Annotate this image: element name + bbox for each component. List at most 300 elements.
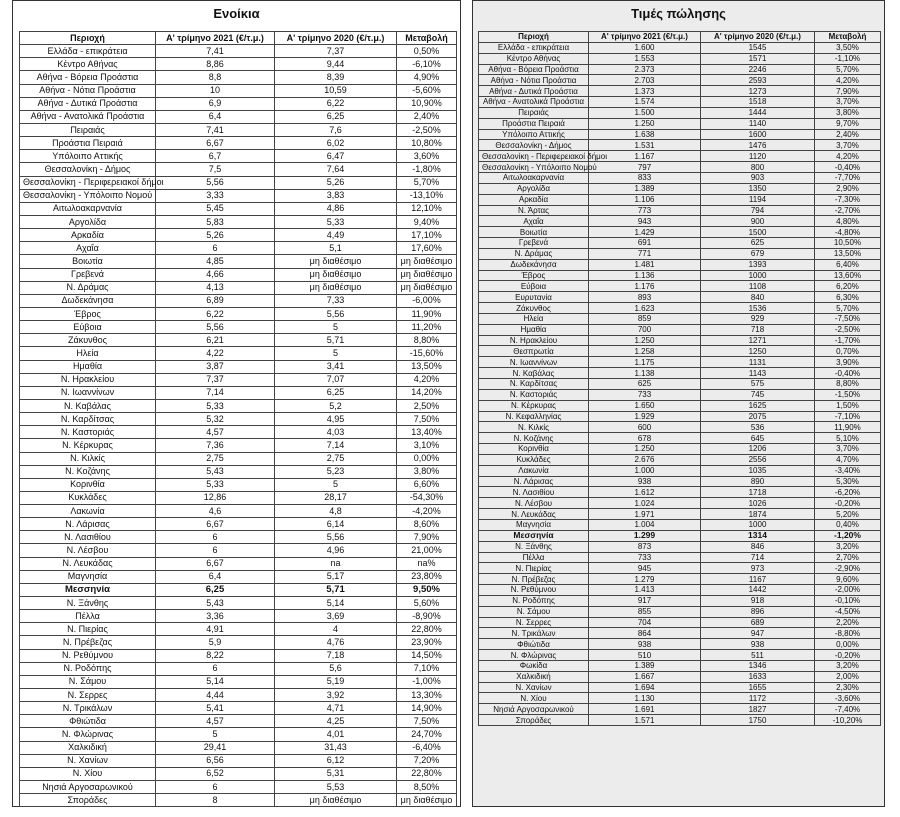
rent-title: Ενοίκια <box>213 6 260 21</box>
rent-table-row <box>20 347 457 360</box>
sale-table-row <box>479 194 881 205</box>
sale-cell-q1-2021: 1.612 <box>589 487 701 498</box>
sale-cell-area: Ν. Ιωαννίνων <box>479 357 589 368</box>
sale-cell-change: -2,90% <box>815 563 881 574</box>
rent-cell-q1-2021: 5,41 <box>156 702 275 715</box>
sale-cell-area: Λακωνία <box>479 465 589 476</box>
rent-cell-change: -6,10% <box>397 58 457 71</box>
sale-cell-change: 8,80% <box>815 379 881 390</box>
rent-cell-change: 14,90% <box>397 702 457 715</box>
sale-cell-q1-2021: 1.138 <box>589 368 701 379</box>
rent-cell-q1-2021: 6,67 <box>156 137 275 150</box>
sale-cell-q1-2021: 2.373 <box>589 64 701 75</box>
sale-cell-change: 4,20% <box>815 75 881 86</box>
rent-table-row <box>20 715 457 728</box>
rent-table-row <box>20 163 457 176</box>
sale-cell-q1-2020: 1633 <box>701 671 815 682</box>
sale-cell-change: 0,70% <box>815 346 881 357</box>
rent-cell-q1-2021: 7,5 <box>156 163 275 176</box>
sale-table-row <box>479 639 881 650</box>
rent-cell-q1-2021: 6 <box>156 242 275 255</box>
rent-cell-q1-2021: 6 <box>156 781 275 794</box>
sale-cell-area: Ν. Λάρισας <box>479 476 589 487</box>
sale-cell-q1-2020: 1271 <box>701 335 815 346</box>
sale-cell-change: 7,90% <box>815 86 881 97</box>
rent-cell-change: 17,60% <box>397 242 457 255</box>
rent-table-row <box>20 97 457 110</box>
sale-cell-q1-2020: 890 <box>701 476 815 487</box>
rent-cell-q1-2020: 7,37 <box>275 45 397 58</box>
rent-cell-area: Μαγνησία <box>20 570 156 583</box>
sale-table-row <box>479 248 881 259</box>
sale-cell-q1-2021: 1.373 <box>589 86 701 97</box>
rent-cell-q1-2020: 3,41 <box>275 360 397 373</box>
rent-cell-q1-2020: 4,03 <box>275 426 397 439</box>
sale-cell-q1-2021: 1.167 <box>589 151 701 162</box>
sale-cell-area: Ευρυτανία <box>479 292 589 303</box>
sale-table-row <box>479 313 881 324</box>
sale-cell-area: Δωδεκάνησα <box>479 259 589 270</box>
sale-cell-q1-2021: 1.389 <box>589 660 701 671</box>
sale-table-row <box>479 292 881 303</box>
rent-cell-change: 8,60% <box>397 518 457 531</box>
rent-cell-q1-2020: 5 <box>275 321 397 334</box>
sale-cell-area: Θεσσαλονίκη - Δήμος <box>479 140 589 151</box>
sale-cell-q1-2021: 773 <box>589 205 701 216</box>
sale-cell-q1-2020: 1500 <box>701 227 815 238</box>
sale-cell-q1-2021: 1.929 <box>589 411 701 422</box>
rent-cell-area: Γρεβενά <box>20 268 156 281</box>
sale-table-row <box>479 216 881 227</box>
rent-cell-area: Ν. Φλώρινας <box>20 728 156 741</box>
rent-header-q1-2021: Α' τρίμηνο 2021 (€/τ.μ.) <box>156 32 275 45</box>
sale-cell-q1-2021: 1.623 <box>589 303 701 314</box>
sale-table-row <box>479 129 881 140</box>
sale-table-row <box>479 368 881 379</box>
rent-table-row <box>20 58 457 71</box>
sale-cell-area: Κορινθία <box>479 444 589 455</box>
sale-table-row <box>479 628 881 639</box>
sale-cell-area: Θεσπρωτία <box>479 346 589 357</box>
sale-cell-area: Φθιώτιδα <box>479 639 589 650</box>
sale-cell-area: Ηλεία <box>479 313 589 324</box>
rent-cell-change: -5,60% <box>397 84 457 97</box>
rent-cell-q1-2021: 6,9 <box>156 97 275 110</box>
rent-cell-change: 17,10% <box>397 229 457 242</box>
rent-cell-area: Σποράδες <box>20 794 156 807</box>
sale-cell-q1-2021: 1.531 <box>589 140 701 151</box>
rent-cell-area: Κορινθία <box>20 478 156 491</box>
rent-cell-area: Θεσσαλονίκη - Υπόλοιπο Νομού <box>20 189 156 202</box>
sale-cell-q1-2020: 947 <box>701 628 815 639</box>
rent-table-row <box>20 570 457 583</box>
sale-header-q1-2021: Α' τρίμηνο 2021 (€/τ.μ.) <box>589 32 701 43</box>
sale-table-row <box>479 324 881 335</box>
rent-cell-q1-2020: 4,8 <box>275 505 397 518</box>
sale-cell-q1-2021: 893 <box>589 292 701 303</box>
sale-table-row <box>479 465 881 476</box>
rent-cell-q1-2020: 5,1 <box>275 242 397 255</box>
sale-table-row <box>479 574 881 585</box>
sale-cell-change: 4,20% <box>815 151 881 162</box>
rent-cell-q1-2021: 6,25 <box>156 583 275 596</box>
sale-cell-q1-2020: 689 <box>701 617 815 628</box>
rent-cell-area: Ν. Σάμου <box>20 675 156 688</box>
sale-cell-q1-2020: 745 <box>701 389 815 400</box>
sale-table-row <box>479 411 881 422</box>
rent-cell-area: Υπόλοιπο Αττικής <box>20 150 156 163</box>
sale-cell-q1-2021: 510 <box>589 650 701 661</box>
sale-cell-change: -7,30% <box>815 194 881 205</box>
rent-cell-change: 7,90% <box>397 531 457 544</box>
sale-cell-change: -10,20% <box>815 715 881 726</box>
sale-cell-q1-2020: 1273 <box>701 86 815 97</box>
sale-table-row <box>479 715 881 726</box>
sale-cell-change: -7,40% <box>815 704 881 715</box>
sale-cell-q1-2020: 1172 <box>701 693 815 704</box>
rent-cell-area: Ν. Πιερίας <box>20 623 156 636</box>
sale-table-row <box>479 151 881 162</box>
rent-table-row <box>20 281 457 294</box>
sale-cell-q1-2021: 1.000 <box>589 465 701 476</box>
sale-cell-q1-2021: 1.299 <box>589 530 701 541</box>
rent-cell-area: Ν. Κοζάνης <box>20 465 156 478</box>
sale-cell-q1-2020: 1718 <box>701 487 815 498</box>
rent-cell-change: 10,80% <box>397 137 457 150</box>
sale-cell-change: -2,00% <box>815 585 881 596</box>
sale-cell-area: Ν. Ηρακλείου <box>479 335 589 346</box>
rent-cell-q1-2020: 5,71 <box>275 583 397 596</box>
rent-cell-change: 21,00% <box>397 544 457 557</box>
rent-cell-area: Ηλεία <box>20 347 156 360</box>
rent-table-row <box>20 597 457 610</box>
rent-table-row <box>20 268 457 281</box>
rent-cell-q1-2020: 3,83 <box>275 189 397 202</box>
rent-cell-area: Βοιωτία <box>20 255 156 268</box>
sale-cell-area: Γρεβενά <box>479 238 589 249</box>
sale-table-row <box>479 42 881 53</box>
sale-cell-change: 9,70% <box>815 118 881 129</box>
sale-cell-q1-2021: 733 <box>589 389 701 400</box>
rent-cell-change: -1,80% <box>397 163 457 176</box>
sale-cell-q1-2020: 1131 <box>701 357 815 368</box>
rent-table-row <box>20 84 457 97</box>
sale-cell-change: 3,70% <box>815 140 881 151</box>
sale-cell-q1-2021: 1.481 <box>589 259 701 270</box>
sale-cell-change: 2,20% <box>815 617 881 628</box>
rent-cell-q1-2020: 7,33 <box>275 294 397 307</box>
rent-cell-area: Ν. Δράμας <box>20 281 156 294</box>
sale-cell-area: Νησιά Αργοσαρωνικού <box>479 704 589 715</box>
sale-cell-area: Ν. Κέρκυρας <box>479 400 589 411</box>
sale-table-row <box>479 140 881 151</box>
sale-cell-q1-2020: 1108 <box>701 281 815 292</box>
rent-table-row <box>20 728 457 741</box>
sale-cell-q1-2021: 1.429 <box>589 227 701 238</box>
sale-cell-area: Αθήνα - Βόρεια Προάστια <box>479 64 589 75</box>
sale-cell-q1-2020: 1655 <box>701 682 815 693</box>
sale-cell-area: Ν. Χανίων <box>479 682 589 693</box>
rent-table-row <box>20 399 457 412</box>
rent-cell-change: 8,80% <box>397 334 457 347</box>
sale-cell-q1-2020: 1545 <box>701 42 815 53</box>
sale-cell-change: 6,40% <box>815 259 881 270</box>
sale-cell-area: Ημαθία <box>479 324 589 335</box>
sale-cell-change: -0,20% <box>815 498 881 509</box>
rent-table-row <box>20 110 457 123</box>
rent-panel <box>12 0 461 807</box>
sale-cell-q1-2020: 2593 <box>701 75 815 86</box>
sale-cell-q1-2020: 1026 <box>701 498 815 509</box>
rent-cell-q1-2020: 5,14 <box>275 597 397 610</box>
rent-cell-area: Μεσσηνία <box>20 583 156 596</box>
rent-cell-q1-2021: 4,57 <box>156 715 275 728</box>
rent-cell-area: Πειραιάς <box>20 123 156 136</box>
sale-cell-q1-2021: 1.650 <box>589 400 701 411</box>
sale-cell-change: -0,20% <box>815 650 881 661</box>
sale-table-row <box>479 86 881 97</box>
sale-cell-q1-2021: 1.258 <box>589 346 701 357</box>
rent-cell-q1-2021: 7,14 <box>156 386 275 399</box>
rent-cell-q1-2020: 6,25 <box>275 386 397 399</box>
sale-cell-change: 2,40% <box>815 129 881 140</box>
rent-cell-area: Κυκλάδες <box>20 491 156 504</box>
rent-table-row <box>20 150 457 163</box>
rent-cell-change: -15,60% <box>397 347 457 360</box>
rent-cell-q1-2020: 7,07 <box>275 373 397 386</box>
rent-cell-q1-2021: 8,8 <box>156 71 275 84</box>
sale-cell-change: -8,80% <box>815 628 881 639</box>
rent-table-row <box>20 202 457 215</box>
rent-table-row <box>20 649 457 662</box>
rent-cell-q1-2020: 6,02 <box>275 137 397 150</box>
rent-cell-area: Προάστια Πειραιά <box>20 137 156 150</box>
rent-cell-q1-2020: 5 <box>275 478 397 491</box>
sale-cell-q1-2021: 1.250 <box>589 444 701 455</box>
sale-cell-change: -0,40% <box>815 162 881 173</box>
sale-cell-area: Θεσσαλονίκη - Υπόλοιπο Νομού <box>479 162 589 173</box>
sale-cell-area: Πειραιάς <box>479 107 589 118</box>
sale-table-row <box>479 509 881 520</box>
rent-cell-area: Νησιά Αργοσαρωνικού <box>20 781 156 794</box>
sale-cell-q1-2020: 536 <box>701 422 815 433</box>
sale-cell-area: Ν. Λασιθίου <box>479 487 589 498</box>
sale-table-row <box>479 563 881 574</box>
rent-cell-change: 7,50% <box>397 413 457 426</box>
sale-cell-q1-2021: 1.279 <box>589 574 701 585</box>
sale-cell-change: -4,80% <box>815 227 881 238</box>
rent-table-row <box>20 137 457 150</box>
sale-cell-q1-2020: 1518 <box>701 97 815 108</box>
rent-cell-q1-2021: 8 <box>156 794 275 807</box>
rent-cell-q1-2021: 4,57 <box>156 426 275 439</box>
sale-cell-q1-2021: 945 <box>589 563 701 574</box>
rent-cell-area: Έβρος <box>20 307 156 320</box>
sale-table-row <box>479 357 881 368</box>
rent-cell-q1-2021: 10 <box>156 84 275 97</box>
rent-table-row <box>20 544 457 557</box>
rent-cell-area: Ελλάδα - επικράτεια <box>20 45 156 58</box>
sale-header-row <box>479 32 881 43</box>
sale-table-row <box>479 682 881 693</box>
sale-cell-q1-2020: 2556 <box>701 454 815 465</box>
rent-cell-q1-2020: 8,39 <box>275 71 397 84</box>
sale-cell-area: Ν. Χίου <box>479 693 589 704</box>
sale-table-row <box>479 238 881 249</box>
rent-cell-q1-2021: 7,41 <box>156 45 275 58</box>
sale-cell-change: -3,60% <box>815 693 881 704</box>
sale-table-row <box>479 53 881 64</box>
sale-cell-change: 3,20% <box>815 541 881 552</box>
rent-cell-change: 13,50% <box>397 360 457 373</box>
sale-table-row <box>479 595 881 606</box>
sale-table-row <box>479 487 881 498</box>
sale-table-row <box>479 303 881 314</box>
rent-cell-q1-2020: 3,69 <box>275 610 397 623</box>
sale-cell-q1-2020: 973 <box>701 563 815 574</box>
sale-table-row <box>479 660 881 671</box>
rent-table-row <box>20 426 457 439</box>
sale-cell-area: Ν. Καρδίτσας <box>479 379 589 390</box>
rent-cell-change: 9,50% <box>397 583 457 596</box>
rent-cell-area: Ν. Λάρισας <box>20 518 156 531</box>
sale-cell-change: -0,40% <box>815 368 881 379</box>
sale-table-row <box>479 162 881 173</box>
sale-cell-q1-2021: 2.703 <box>589 75 701 86</box>
rent-cell-q1-2020: 4,49 <box>275 229 397 242</box>
rent-table-row <box>20 360 457 373</box>
sale-cell-q1-2020: 1444 <box>701 107 815 118</box>
rent-cell-q1-2020: 4,01 <box>275 728 397 741</box>
rent-cell-change: 5,60% <box>397 597 457 610</box>
rent-cell-q1-2020: na <box>275 557 397 570</box>
sale-cell-q1-2020: 511 <box>701 650 815 661</box>
sale-cell-area: Ν. Λέσβου <box>479 498 589 509</box>
rent-cell-q1-2020: 5,33 <box>275 215 397 228</box>
sale-cell-change: -6,20% <box>815 487 881 498</box>
sale-cell-area: Αρκαδία <box>479 194 589 205</box>
rent-cell-q1-2021: 3,33 <box>156 189 275 202</box>
rent-cell-q1-2020: 6,47 <box>275 150 397 163</box>
sale-cell-area: Εύβοια <box>479 281 589 292</box>
rent-cell-q1-2020: 5,23 <box>275 465 397 478</box>
sale-cell-area: Ν. Κοζάνης <box>479 433 589 444</box>
rent-cell-area: Ν. Καστοριάς <box>20 426 156 439</box>
rent-cell-q1-2020: 6,25 <box>275 110 397 123</box>
rent-table-row <box>20 505 457 518</box>
rent-cell-change: 5,70% <box>397 176 457 189</box>
rent-cell-area: Θεσσαλονίκη - Περιφερειακοί δήμοι <box>20 176 156 189</box>
rent-cell-change: 12,10% <box>397 202 457 215</box>
rent-cell-area: Ν. Καβάλας <box>20 399 156 412</box>
sale-cell-q1-2021: 1.500 <box>589 107 701 118</box>
rent-cell-q1-2021: 4,44 <box>156 689 275 702</box>
rent-cell-q1-2020: μη διαθέσιμο <box>275 268 397 281</box>
rent-cell-change: 14,50% <box>397 649 457 662</box>
rent-cell-area: Ν. Τρικάλων <box>20 702 156 715</box>
rent-cell-area: Λακωνία <box>20 505 156 518</box>
rent-cell-change: 0,00% <box>397 452 457 465</box>
sale-cell-change: 5,20% <box>815 509 881 520</box>
sale-cell-q1-2020: 840 <box>701 292 815 303</box>
rent-cell-area: Θεσσαλονίκη - Δήμος <box>20 163 156 176</box>
sale-cell-q1-2020: 1143 <box>701 368 815 379</box>
rent-cell-q1-2021: 6,4 <box>156 570 275 583</box>
sale-cell-q1-2020: 800 <box>701 162 815 173</box>
rent-cell-change: -6,00% <box>397 294 457 307</box>
rent-cell-q1-2021: 5,56 <box>156 321 275 334</box>
rent-cell-q1-2020: μη διαθέσιμο <box>275 255 397 268</box>
rent-cell-change: 2,50% <box>397 399 457 412</box>
sale-cell-q1-2021: 1.413 <box>589 585 701 596</box>
rent-cell-q1-2021: 4,6 <box>156 505 275 518</box>
rent-cell-area: Φθιώτιδα <box>20 715 156 728</box>
sale-cell-area: Αθήνα - Δυτικά Προάστια <box>479 86 589 97</box>
sale-cell-q1-2021: 1.175 <box>589 357 701 368</box>
sale-cell-change: 5,30% <box>815 476 881 487</box>
rent-cell-change: 3,80% <box>397 465 457 478</box>
sale-table-row <box>479 75 881 86</box>
sale-table-row <box>479 617 881 628</box>
sale-cell-q1-2021: 1.574 <box>589 97 701 108</box>
sale-cell-q1-2021: 771 <box>589 248 701 259</box>
rent-cell-q1-2021: 7,41 <box>156 123 275 136</box>
rent-cell-q1-2021: 6,52 <box>156 767 275 780</box>
sale-cell-q1-2020: 1120 <box>701 151 815 162</box>
sale-table-row <box>479 389 881 400</box>
sale-cell-q1-2021: 678 <box>589 433 701 444</box>
sale-cell-q1-2020: 1442 <box>701 585 815 596</box>
sale-cell-q1-2021: 1.106 <box>589 194 701 205</box>
rent-cell-area: Αργολίδα <box>20 215 156 228</box>
sale-table-row <box>479 530 881 541</box>
sale-cell-change: 3,70% <box>815 444 881 455</box>
sale-cell-change: -1,70% <box>815 335 881 346</box>
sale-cell-q1-2020: 714 <box>701 552 815 563</box>
rent-cell-q1-2021: 6 <box>156 531 275 544</box>
rent-cell-area: Δωδεκάνησα <box>20 294 156 307</box>
sale-table-row <box>479 379 881 390</box>
sale-cell-area: Ελλάδα - επικράτεια <box>479 42 589 53</box>
rent-cell-change: 2,40% <box>397 110 457 123</box>
rent-cell-q1-2020: 5,53 <box>275 781 397 794</box>
rent-cell-change: -1,00% <box>397 675 457 688</box>
rent-cell-area: Ν. Χίου <box>20 767 156 780</box>
sale-cell-q1-2020: 1314 <box>701 530 815 541</box>
sale-cell-area: Ν. Δράμας <box>479 248 589 259</box>
sale-cell-area: Μεσσηνία <box>479 530 589 541</box>
sale-cell-area: Ν. Σερρες <box>479 617 589 628</box>
rent-cell-change: -6,40% <box>397 741 457 754</box>
sale-cell-q1-2020: 1874 <box>701 509 815 520</box>
sale-table-row <box>479 693 881 704</box>
sale-cell-area: Ν. Ροδόπης <box>479 595 589 606</box>
sale-cell-change: 5,70% <box>815 64 881 75</box>
sale-cell-q1-2021: 625 <box>589 379 701 390</box>
sale-table-row <box>479 227 881 238</box>
sale-cell-area: Αχαΐα <box>479 216 589 227</box>
sale-cell-q1-2020: 625 <box>701 238 815 249</box>
rent-cell-q1-2021: 3,36 <box>156 610 275 623</box>
sale-cell-q1-2020: 575 <box>701 379 815 390</box>
rent-cell-q1-2021: 8,22 <box>156 649 275 662</box>
rent-cell-area: Ν. Ηρακλείου <box>20 373 156 386</box>
rent-cell-q1-2020: 4,86 <box>275 202 397 215</box>
sale-cell-change: 5,10% <box>815 433 881 444</box>
sale-panel <box>472 0 885 807</box>
rent-table-row <box>20 452 457 465</box>
sale-cell-q1-2021: 1.638 <box>589 129 701 140</box>
